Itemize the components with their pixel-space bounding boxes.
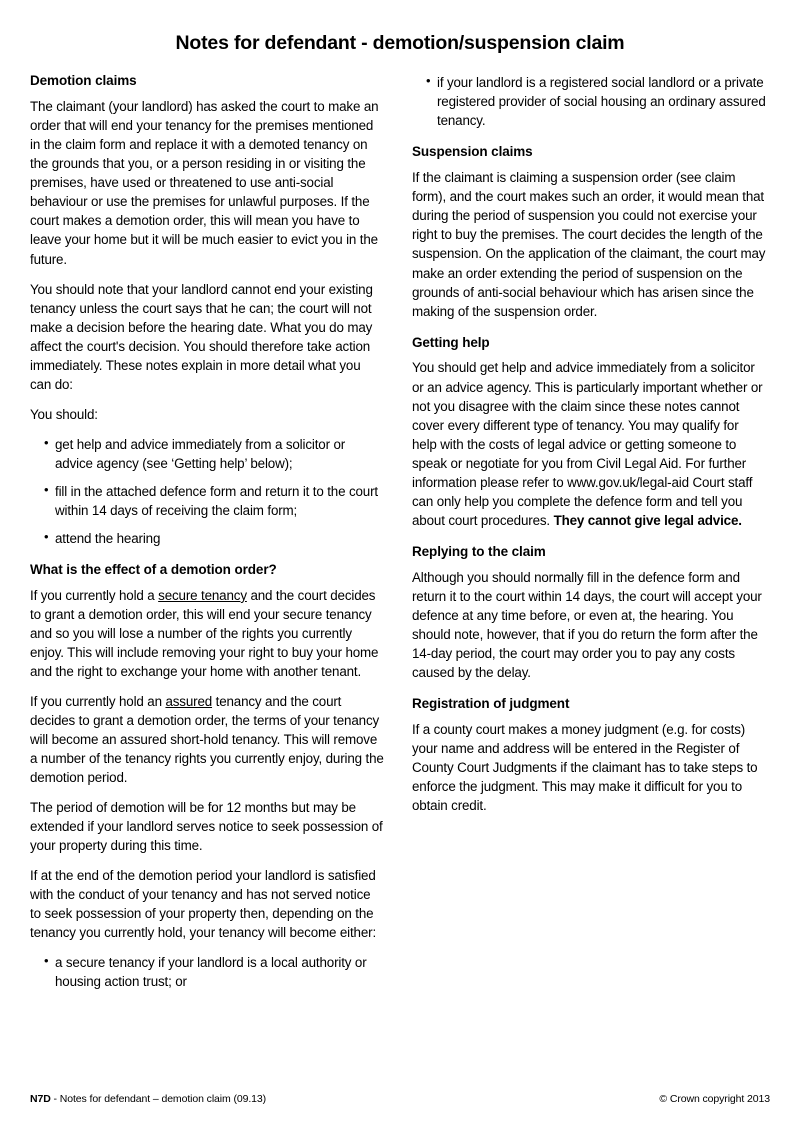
heading-registration-of-judgment: Registration of judgment bbox=[412, 695, 570, 711]
heading-replying-to-the-claim: Replying to the claim bbox=[412, 543, 546, 559]
list-tenancy-outcomes-continued bbox=[412, 73, 766, 130]
heading-suspension-claims: Suspension claims bbox=[412, 144, 533, 160]
heading-demotion-claims: Demotion claims bbox=[30, 73, 137, 89]
paragraph-assured-tenancy bbox=[30, 692, 384, 787]
text-assured-post: tenancy and the court decides to grant a demotion order, the terms of your tenancy will become an assured short-hold tenancy. This will remove a number of the tenancy rights you currently enjoy, during the demotion period. bbox=[30, 693, 384, 786]
text-assured-pre: If you currently hold an bbox=[30, 693, 166, 709]
paragraph-secure-tenancy bbox=[30, 586, 384, 681]
left-column bbox=[30, 73, 384, 1002]
text-assured-underlined: assured bbox=[165, 693, 213, 709]
text-secure-tenancy-underlined: secure tenancy bbox=[158, 587, 247, 603]
text-cannot-give-legal-advice: They cannot give legal advice. bbox=[553, 512, 742, 528]
paragraph-you-should: You should: bbox=[30, 406, 98, 422]
footer-form-description: - Notes for defendant – demotion claim (09.13) bbox=[50, 1093, 267, 1105]
paragraph-registration-of-judgment: If a county court makes a money judgment (e.g. for costs) your name and address will be entered in the Register of County Court Judgments if the claimant has to take steps to enforce the judgment. This may make it difficult for you to obtain credit. bbox=[412, 721, 758, 813]
list-tenancy-outcomes bbox=[30, 953, 384, 991]
paragraph-getting-help bbox=[412, 358, 766, 529]
paragraph-suspension-claims: If the claimant is claiming a suspension order (see claim form), and the court makes such an order, it would mean that during the period of suspension you could not exercise your right to buy the premises. The court decides the length of the suspension. On the application of the claimant, the court may make an order extending the period of suspension on the grounds of anti-social behaviour which has arisen since the making of the suspension order. bbox=[412, 170, 766, 319]
list-item: • a secure tenancy if your landlord is a local authority or housing action trust; or bbox=[44, 953, 384, 991]
page-footer bbox=[30, 1093, 770, 1105]
page-title: Notes for defendant - demotion/suspension claim bbox=[175, 32, 625, 54]
paragraph-replying-to-the-claim: Although you should normally fill in the defence form and return it to the court within 14 days, the court will accept your defence at any time before, or even at, the hearing. You should note, however, that if you do return the form after the 14-day period, the court may order you to pay any costs caused by the delay. bbox=[412, 569, 762, 680]
footer-copyright: © Crown copyright 2013 bbox=[659, 1093, 770, 1105]
list-item: • fill in the attached defence form and return it to the court within 14 days of receiving the claim form; bbox=[44, 482, 384, 520]
two-column-body bbox=[30, 73, 770, 1002]
paragraph-end-of-demotion-period: If at the end of the demotion period your landlord is satisfied with the conduct of your tenancy and has not served notice to seek possession of your property then, depending on the tenancy you currently hold, your tenancy will become either: bbox=[30, 868, 377, 941]
heading-effect-of-demotion-order: What is the effect of a demotion order? bbox=[30, 561, 277, 577]
list-item: • attend the hearing bbox=[44, 529, 384, 548]
footer-form-reference bbox=[30, 1093, 266, 1105]
paragraph-demotion-period: The period of demotion will be for 12 months but may be extended if your landlord serves notice to seek possession of your property during this time. bbox=[30, 800, 383, 854]
text-getting-help-body: You should get help and advice immediately from a solicitor or an advice agency. This is particularly important whether or not you disagree with the claim since these notes cannot cover every different type of tenancy. You may qualify for help with the costs of legal advice or getting someone to speak or negotiate for you from Civil Legal Aid. For further information please refer to www.gov.uk/legal-aid Court staff can only help you complete the defence form and tell you about court procedures. bbox=[412, 360, 763, 528]
text-secure-pre: If you currently hold a bbox=[30, 587, 159, 603]
list-item: • if your landlord is a registered social landlord or a private registered provider of social housing an ordinary assured tenancy. bbox=[426, 73, 766, 130]
heading-getting-help: Getting help bbox=[412, 334, 490, 350]
right-column bbox=[412, 73, 766, 825]
list-you-should bbox=[30, 435, 384, 548]
list-item: • get help and advice immediately from a solicitor or advice agency (see ‘Getting help’ below); bbox=[44, 435, 384, 473]
footer-form-code: N7D bbox=[30, 1093, 51, 1105]
paragraph-demotion-intro: The claimant (your landlord) has asked the court to make an order that will end your tenancy for the premises mentioned in the claim form and replace it with a demoted tenancy on the grounds that you, or a person residing in or visiting the premises, have used or threatened to use anti-social behaviour or use the premises for unlawful purposes. If the court makes a demotion order, this will mean you have to leave your home but it will be much easier to evict you in the future. bbox=[30, 99, 379, 267]
paragraph-landlord-cannot-end: You should note that your landlord cannot end your existing tenancy unless the court says that he can; the court will not make a decision before the hearing date. What you do may affect the court's decision. You should therefore take action immediately. These notes explain in more detail what you can do: bbox=[30, 281, 373, 392]
text-secure-post: and the court decides to grant a demotion order, this will end your secure tenancy and so you will lose a number of the rights you currently enjoy. This will include removing your right to buy your home and the right to exchange your home with another tenant. bbox=[30, 587, 379, 679]
